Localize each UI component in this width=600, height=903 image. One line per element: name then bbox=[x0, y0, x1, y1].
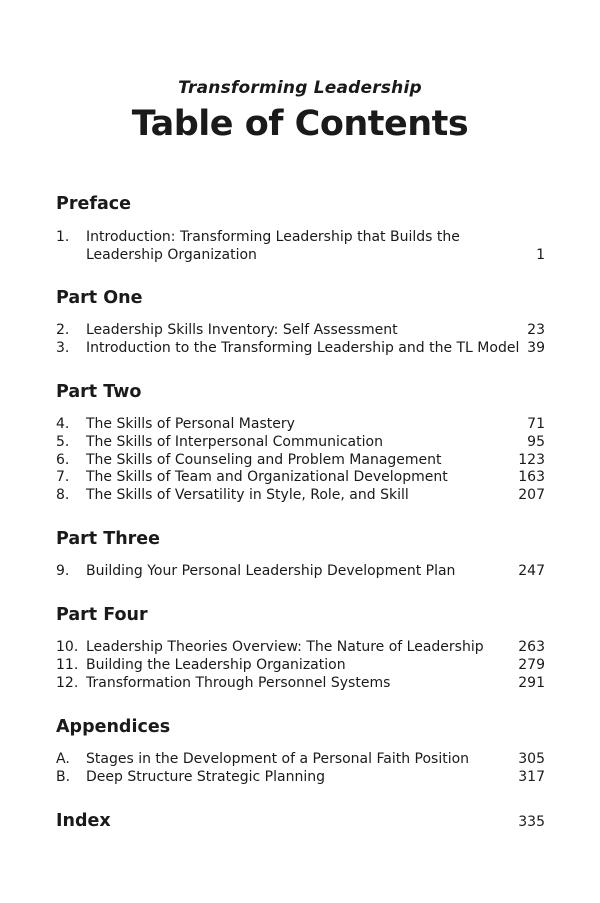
toc-entry bbox=[56, 769, 545, 787]
entry-number: 4. bbox=[56, 416, 70, 432]
section-heading: Part Three bbox=[56, 529, 161, 549]
section-heading: Preface bbox=[56, 194, 131, 214]
entry-number: 2. bbox=[56, 322, 70, 338]
page-title: Table of Contents bbox=[131, 104, 469, 144]
entry-number: B. bbox=[56, 768, 71, 785]
section-heading: Appendices bbox=[56, 717, 171, 737]
entry-page: 123 bbox=[518, 451, 545, 468]
entry-number: 8. bbox=[56, 487, 70, 504]
section-part-three bbox=[56, 528, 545, 581]
entry-number: 3. bbox=[56, 339, 70, 356]
entry-title: The Skills of Versatility in Style, Role, and Skill bbox=[86, 487, 409, 504]
book-subtitle: Transforming Leadership bbox=[178, 78, 422, 98]
section-preface bbox=[56, 193, 545, 265]
entry-title: Deep Structure Strategic Planning bbox=[86, 768, 325, 785]
section-heading: Part Two bbox=[56, 382, 142, 402]
entry-number: 1. bbox=[56, 229, 70, 245]
entry-number: 12. bbox=[56, 674, 79, 691]
entry-title: Introduction: Transforming Leadership that Builds the Leadership Organization bbox=[86, 229, 460, 263]
toc-entry bbox=[56, 469, 545, 487]
entry-page: 247 bbox=[518, 563, 545, 579]
entry-page: 279 bbox=[518, 656, 545, 673]
section-part-one bbox=[56, 287, 545, 358]
entry-page: 95 bbox=[527, 433, 545, 450]
section-part-two bbox=[56, 381, 545, 505]
entry-page: 317 bbox=[518, 768, 545, 785]
entry-page: 305 bbox=[518, 751, 545, 767]
entry-number: 9. bbox=[56, 563, 70, 579]
entry-page: 263 bbox=[518, 639, 545, 655]
entry-title: Stages in the Development of a Personal Faith Position bbox=[86, 751, 470, 767]
entry-page: 1 bbox=[536, 246, 545, 263]
entry-title: Building the Leadership Organization bbox=[86, 656, 346, 673]
entry-number: 10. bbox=[56, 639, 79, 655]
entry-number: 7. bbox=[56, 469, 70, 486]
section-heading: Index bbox=[56, 811, 111, 831]
entry-page: 39 bbox=[527, 339, 545, 356]
entry-title: The Skills of Team and Organizational Development bbox=[86, 469, 448, 486]
toc-entry bbox=[56, 563, 545, 581]
entry-page: 207 bbox=[518, 487, 545, 504]
section-heading: Part Four bbox=[56, 605, 148, 625]
toc-entry bbox=[56, 452, 545, 470]
entry-title: Leadership Theories Overview: The Nature of Leadership bbox=[86, 639, 484, 655]
entry-title: Leadership Skills Inventory: Self Assessment bbox=[86, 322, 398, 338]
toc-entry bbox=[56, 434, 545, 452]
section-heading: Part One bbox=[56, 288, 143, 308]
entry-title: Transformation Through Personnel Systems bbox=[86, 674, 391, 691]
entry-number: 11. bbox=[56, 656, 79, 673]
entry-number: 5. bbox=[56, 433, 70, 450]
toc-entry bbox=[56, 751, 545, 769]
toc-entry bbox=[56, 322, 545, 340]
entry-page: 71 bbox=[527, 416, 545, 432]
entry-page: 23 bbox=[527, 322, 545, 338]
entry-page: 163 bbox=[518, 469, 545, 486]
entry-page: 335 bbox=[518, 814, 545, 830]
entry-title: The Skills of Counseling and Problem Management bbox=[86, 451, 442, 468]
toc-entry bbox=[56, 229, 545, 265]
entry-number: A. bbox=[56, 751, 70, 767]
toc-entry bbox=[56, 639, 545, 657]
toc-entry bbox=[56, 416, 545, 434]
entry-page: 291 bbox=[518, 674, 545, 691]
section-appendices bbox=[56, 716, 545, 787]
section-part-four bbox=[56, 604, 545, 692]
entry-number: 6. bbox=[56, 451, 70, 468]
entry-title: The Skills of Interpersonal Communication bbox=[86, 433, 383, 450]
entry-title: Introduction to the Transforming Leadership and the TL Model bbox=[86, 339, 520, 356]
entry-title: The Skills of Personal Mastery bbox=[86, 416, 295, 432]
toc-entry bbox=[56, 487, 545, 505]
entry-title: Building Your Personal Leadership Development Plan bbox=[86, 563, 456, 579]
toc-entry bbox=[56, 340, 545, 358]
toc-entry bbox=[56, 657, 545, 675]
toc-entry bbox=[56, 675, 545, 693]
section-index bbox=[56, 810, 545, 832]
